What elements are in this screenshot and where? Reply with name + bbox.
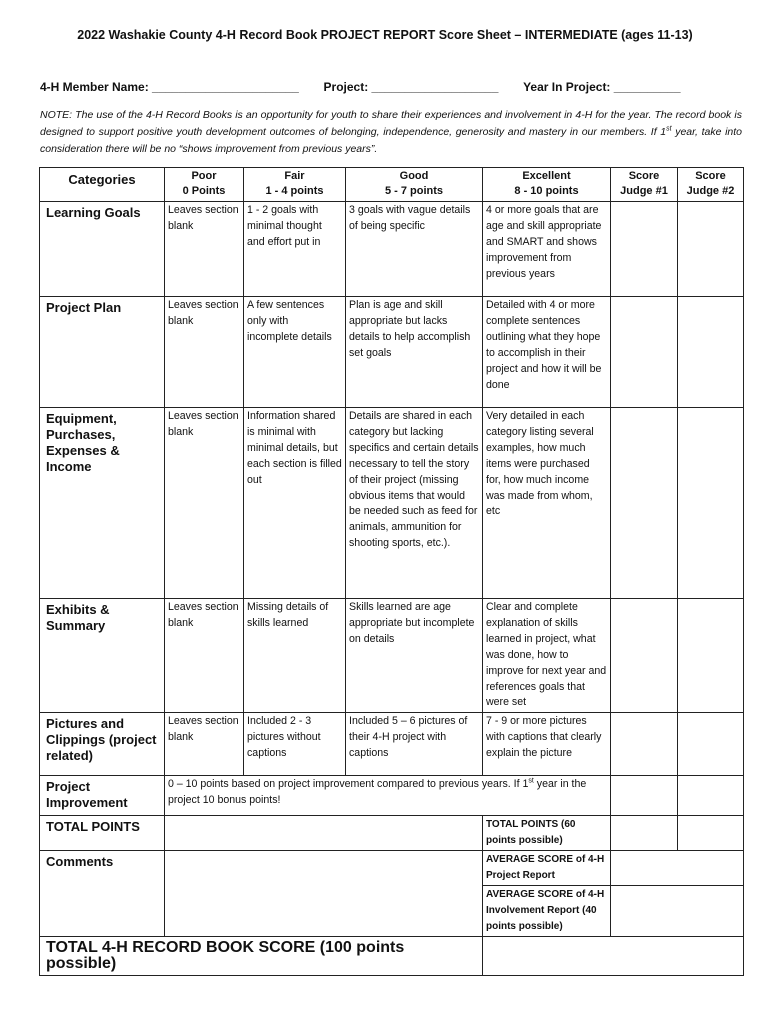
judge1-score-cell[interactable]: [611, 297, 678, 408]
year-in-project-field[interactable]: Year In Project: __________: [523, 80, 681, 94]
fair-cell: Included 2 - 3 pictures without captions: [244, 713, 346, 776]
poor-cell: Leaves section blank: [165, 713, 244, 776]
category-cell: Exhibits & Summary: [40, 599, 165, 713]
header-excellent-points: 8 - 10 points: [514, 185, 579, 197]
note-text-end: year, take into consideration there will be no “shows improvement from previous years”.: [40, 126, 742, 155]
header-excellent-label: Excellent: [522, 170, 571, 182]
judge2-score-cell[interactable]: [678, 408, 744, 599]
good-cell: Skills learned are age appropriate but incomplete on details: [346, 599, 483, 713]
header-score-judge2: [678, 168, 744, 202]
judge2-score-cell[interactable]: [678, 202, 744, 297]
judge2-score-cell[interactable]: [678, 297, 744, 408]
grand-total-label: TOTAL 4-H RECORD BOOK SCORE (100 points possible): [40, 936, 483, 975]
rubric-row-pictures: [40, 713, 744, 776]
header-row: [40, 168, 744, 202]
poor-cell: Leaves section blank: [165, 297, 244, 408]
member-name-field[interactable]: 4-H Member Name: ______________________: [40, 80, 299, 94]
header-good-points: 5 - 7 points: [384, 185, 444, 197]
member-info-line: [40, 80, 740, 94]
header-poor-points: 0 Points: [182, 185, 226, 197]
good-cell: 3 goals with vague details of being specific: [346, 202, 483, 297]
improvement-sup: st: [528, 777, 534, 785]
project-field[interactable]: Project: ___________________: [323, 80, 499, 94]
excellent-cell: 4 or more goals that are age and skill appropriate and SMART and shows improvement from previous years: [483, 202, 611, 297]
judge1-score-cell[interactable]: [611, 599, 678, 713]
document-title: 2022 Washakie County 4-H Record Book PROJECT REPORT Score Sheet – INTERMEDIATE (ages 11-13): [77, 28, 693, 42]
header-score-judge1: [611, 168, 678, 202]
comments-row: [40, 851, 744, 886]
rubric-row-exhibits: [40, 599, 744, 713]
fair-cell: Information shared is minimal with minimal details, but each section is filled out: [244, 408, 346, 599]
category-cell: Learning Goals: [40, 202, 165, 297]
rubric-row-learning-goals: [40, 202, 744, 297]
header-score2-label: Score: [695, 170, 726, 182]
header-excellent: [483, 168, 611, 202]
judge2-score-cell[interactable]: [678, 776, 744, 816]
header-fair-label: Fair: [284, 170, 305, 182]
excellent-cell: 7 - 9 or more pictures with captions that clearly explain the picture: [483, 713, 611, 776]
grand-total-value[interactable]: [483, 936, 744, 975]
fair-cell: 1 - 2 goals with minimal thought and effort put in: [244, 202, 346, 297]
header-score1-label: Score: [628, 170, 660, 182]
improvement-text: 0 – 10 points based on project improvement compared to previous years. If 1: [168, 778, 529, 791]
rubric-row-project-plan: [40, 297, 744, 408]
average-project-value[interactable]: [611, 851, 744, 886]
header-poor-label: Poor: [191, 170, 217, 182]
poor-cell: Leaves section blank: [165, 202, 244, 297]
judge1-score-cell[interactable]: [611, 776, 678, 816]
poor-cell: Leaves section blank: [165, 599, 244, 713]
average-project-label: AVERAGE SCORE of 4-H Project Report: [483, 851, 611, 886]
category-cell: Equipment, Purchases, Expenses & Income: [40, 408, 165, 599]
good-cell: Plan is age and skill appropriate but lacks details to help accomplish set goals: [346, 297, 483, 408]
note-paragraph: [40, 107, 742, 158]
judge1-score-cell[interactable]: [611, 713, 678, 776]
judge2-score-cell[interactable]: [678, 599, 744, 713]
good-cell: Included 5 – 6 pictures of their 4-H project with captions: [346, 713, 483, 776]
comments-label: Comments: [40, 851, 165, 937]
category-cell: Pictures and Clippings (project related): [40, 713, 165, 776]
header-good-label: Good: [399, 170, 429, 182]
total-points-row: [40, 816, 744, 851]
judge1-total-cell[interactable]: [611, 816, 678, 851]
good-cell: Details are shared in each category but lacking specifics and certain details necessary to tell the story of their project (missing obvious items that would be needed such as feed for animals, ammunition for shooting sports, etc.).: [346, 408, 483, 599]
header-good: [346, 168, 483, 202]
header-categories: Categories: [40, 168, 165, 202]
note-sup: st: [666, 125, 672, 133]
category-cell: Project Improvement: [40, 776, 165, 816]
improvement-description: [165, 776, 611, 816]
total-points-possible: TOTAL POINTS (60 points possible): [483, 816, 611, 851]
header-fair: [244, 168, 346, 202]
judge2-total-cell[interactable]: [678, 816, 744, 851]
excellent-cell: Clear and complete explanation of skills learned in project, what was done, how to improve for next year and references goals that were set: [483, 599, 611, 713]
average-involvement-label: AVERAGE SCORE of 4-H Involvement Report (40 points possible): [483, 885, 611, 936]
note-text: NOTE: The use of the 4-H Record Books is an opportunity for youth to share their experiences and involvement in 4-H for the year. The record book is designed to support positive youth development outcomes of belonging, independence, generosity and mastery in our members. If 1: [40, 109, 742, 138]
rubric-table: [39, 167, 744, 976]
poor-cell: Leaves section blank: [165, 408, 244, 599]
fair-cell: Missing details of skills learned: [244, 599, 346, 713]
header-judge2-label: Judge #2: [686, 185, 735, 197]
excellent-cell: Very detailed in each category listing several examples, how much items were purchased for, how much income was made from whom, etc: [483, 408, 611, 599]
judge1-score-cell[interactable]: [611, 202, 678, 297]
judge1-score-cell[interactable]: [611, 408, 678, 599]
header-poor: [165, 168, 244, 202]
grand-total-row: [40, 936, 744, 975]
header-fair-points: 1 - 4 points: [265, 185, 324, 197]
total-points-label: TOTAL POINTS: [40, 816, 165, 851]
rubric-row-equipment: [40, 408, 744, 599]
header-judge1-label: Judge #1: [620, 185, 668, 197]
category-cell: Project Plan: [40, 297, 165, 408]
fair-cell: A few sentences only with incomplete details: [244, 297, 346, 408]
excellent-cell: Detailed with 4 or more complete sentences outlining what they hope to accomplish in their project and how it will be done: [483, 297, 611, 408]
rubric-row-improvement: [40, 776, 744, 816]
judge2-score-cell[interactable]: [678, 713, 744, 776]
improvement-text-end: year in the project 10 bonus points!: [168, 778, 587, 807]
average-involvement-value[interactable]: [611, 885, 744, 936]
comments-box[interactable]: [165, 851, 483, 937]
total-points-blank: [165, 816, 483, 851]
